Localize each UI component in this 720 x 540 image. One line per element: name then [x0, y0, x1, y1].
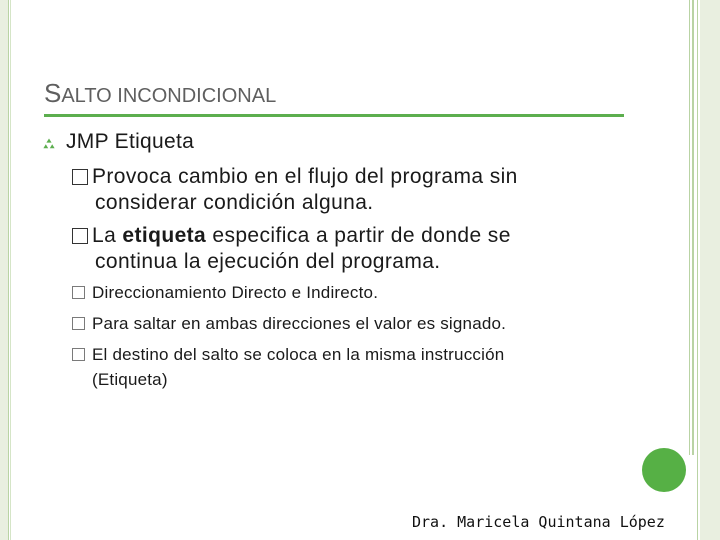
sub-bullet-etiqueta-line2: continua la ejecución del programa.: [95, 250, 441, 273]
sub-bullet-etiqueta-prefix: La: [92, 224, 123, 247]
title-rest: ALTO INCONDICIONAL: [61, 85, 277, 107]
sub-bullet-etiqueta-rest: especifica a partir de donde se: [206, 224, 511, 247]
sub-bullet-destino-line2: (Etiqueta): [92, 370, 168, 389]
sub-bullet-provoca: [72, 164, 518, 216]
decorative-green-circle: [642, 448, 686, 492]
sub-bullet-etiqueta-bold: etiqueta: [122, 224, 207, 247]
footer-author: Dra. Maricela Quintana López: [412, 513, 665, 531]
left-border-line: [8, 0, 9, 540]
title-underline: [44, 114, 624, 117]
sub-bullet-destino: [72, 342, 504, 392]
left-border-line-inner: [10, 0, 11, 540]
right-border-line-3: [697, 0, 698, 540]
right-border-band: [700, 0, 720, 540]
title-initial: S: [44, 78, 62, 108]
sub-bullet-saltar: [72, 311, 506, 336]
right-border-line-1: [689, 0, 690, 455]
checkbox-bullet-icon: [72, 348, 85, 361]
slide-title: [44, 78, 276, 109]
right-border-line-2: [692, 0, 694, 455]
checkbox-bullet-icon: [72, 228, 88, 244]
checkbox-bullet-icon: [72, 286, 85, 299]
sub-bullet-destino-line1: El destino del salto se coloca en la misma instrucción: [92, 345, 505, 364]
sub-bullet-provoca-line1: Provoca cambio en el flujo del programa sin: [92, 165, 518, 188]
sub-bullet-direccionamiento: [72, 280, 378, 305]
sub-bullet-provoca-line2: considerar condición alguna.: [95, 191, 374, 214]
sub-bullet-direccionamiento-text: Direccionamiento Directo e Indirecto.: [92, 283, 379, 302]
checkbox-bullet-icon: [72, 317, 85, 330]
sub-bullet-saltar-text: Para saltar en ambas direcciones el valor es signado.: [92, 314, 507, 333]
recycle-bullet-icon: [42, 137, 56, 151]
checkbox-bullet-icon: [72, 169, 88, 185]
sub-bullet-etiqueta: [72, 223, 511, 275]
bullet-jmp-etiqueta: JMP Etiqueta: [66, 130, 195, 153]
left-border-band: [0, 0, 8, 540]
